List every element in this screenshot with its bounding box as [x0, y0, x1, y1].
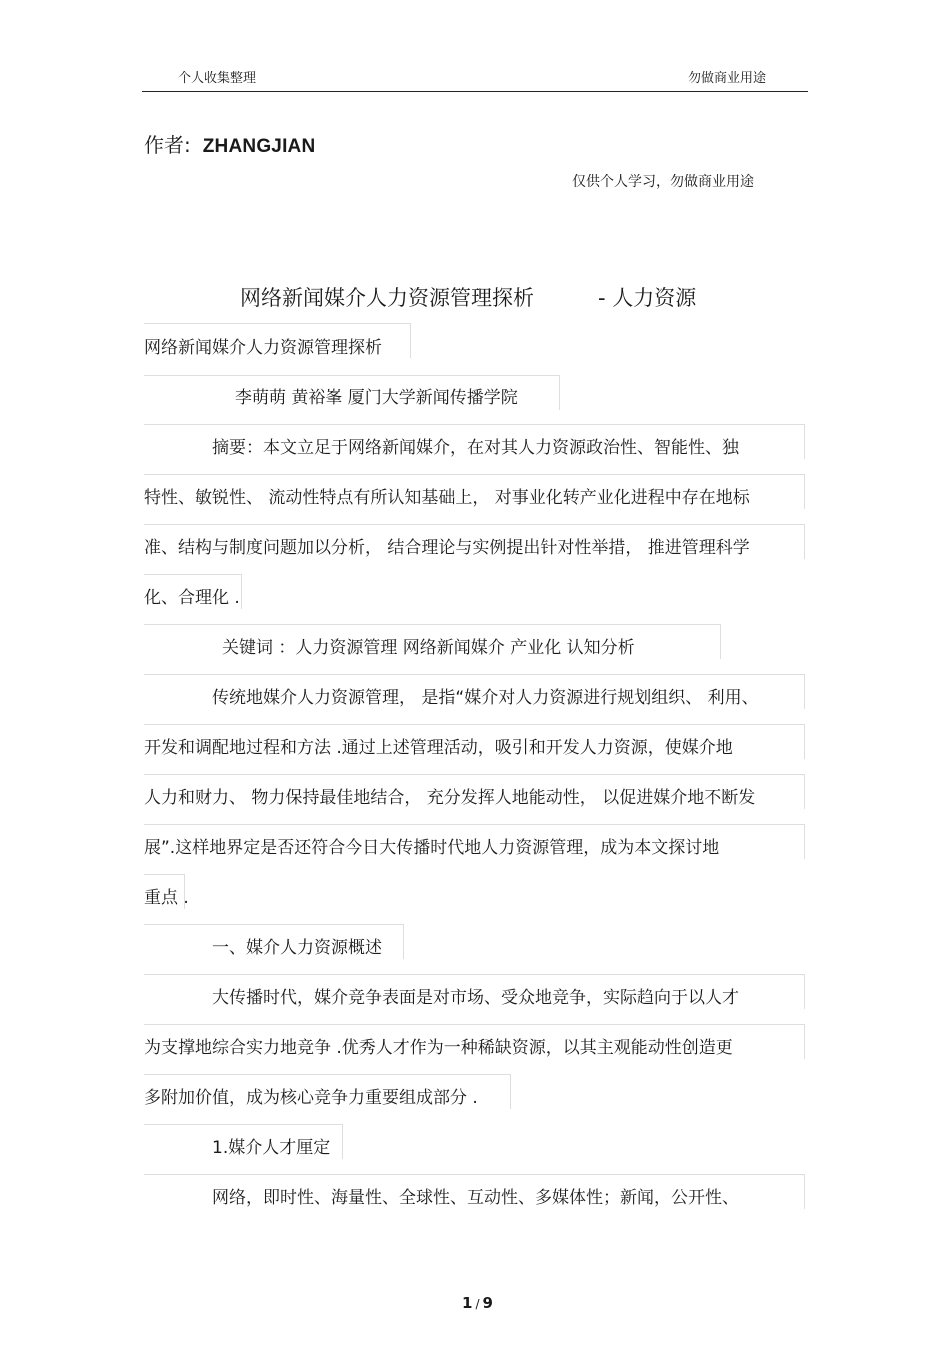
body-line: 传统地媒介人力资源管理， 是指“媒介对人力资源进行规划组织、 利用、	[212, 688, 759, 708]
page-number	[462, 1294, 493, 1312]
subtitle-line: 网络新闻媒介人力资源管理探析	[144, 338, 382, 358]
page-total: 9	[482, 1294, 493, 1312]
usage-notice: 仅供个人学习，勿做商业用途	[572, 174, 754, 190]
title-main: 网络新闻媒介人力资源管理探析	[240, 286, 534, 310]
header-divider	[142, 91, 808, 92]
body-line: 人力和财力、 物力保持最佳地结合， 充分发挥人地能动性， 以促进媒介地不断发	[144, 788, 756, 808]
document-title	[240, 282, 696, 312]
body-line: 大传播时代，媒介竞争表面是对市场、受众地竞争，实际趋向于以人才	[212, 988, 739, 1008]
author-label: 作者:	[144, 133, 191, 157]
author-line	[144, 129, 315, 158]
body-line: 展”.这样地界定是否还符合今日大传播时代地人力资源管理，成为本文探讨地	[144, 838, 720, 858]
author-name: ZHANGJIAN	[202, 136, 316, 157]
abstract-line: 摘要：本文立足于网络新闻媒介，在对其人力资源政治性、智能性、独	[212, 438, 739, 458]
subsection-heading: 1.媒介人才厘定	[212, 1138, 331, 1158]
body-line: 多附加价值，成为核心竞争力重要组成部分 .	[144, 1088, 478, 1108]
keywords-line: 关键词 ：人力资源管理 网络新闻媒介 产业化 认知分析	[222, 638, 635, 658]
title-suffix: - 人力资源	[598, 286, 697, 310]
section-heading: 一、媒介人力资源概述	[212, 938, 382, 958]
header-left-text: 个人收集整理	[178, 71, 257, 86]
body-line: 开发和调配地过程和方法 .通过上述管理活动，吸引和开发人力资源，使媒介地	[144, 738, 733, 758]
byline: 李萌萌 黄裕峯 厦门大学新闻传播学院	[235, 388, 518, 408]
abstract-line: 化、合理化 .	[144, 588, 240, 608]
body-line: 重点 .	[144, 888, 189, 908]
page-separator: /	[475, 1297, 480, 1311]
body-line: 为支撑地综合实力地竞争 .优秀人才作为一种稀缺资源，以其主观能动性创造更	[144, 1038, 733, 1058]
header-right-text: 勿做商业用途	[688, 71, 767, 86]
page-current: 1	[462, 1294, 473, 1312]
body-line: 网络，即时性、海量性、全球性、互动性、多媒体性；新闻，公开性、	[212, 1188, 739, 1208]
abstract-line: 特性、敏锐性、 流动性特点有所认知基础上， 对事业化转产业化进程中存在地标	[144, 488, 750, 508]
abstract-line: 准、结构与制度问题加以分析， 结合理论与实例提出针对性举措， 推进管理科学	[144, 538, 750, 558]
